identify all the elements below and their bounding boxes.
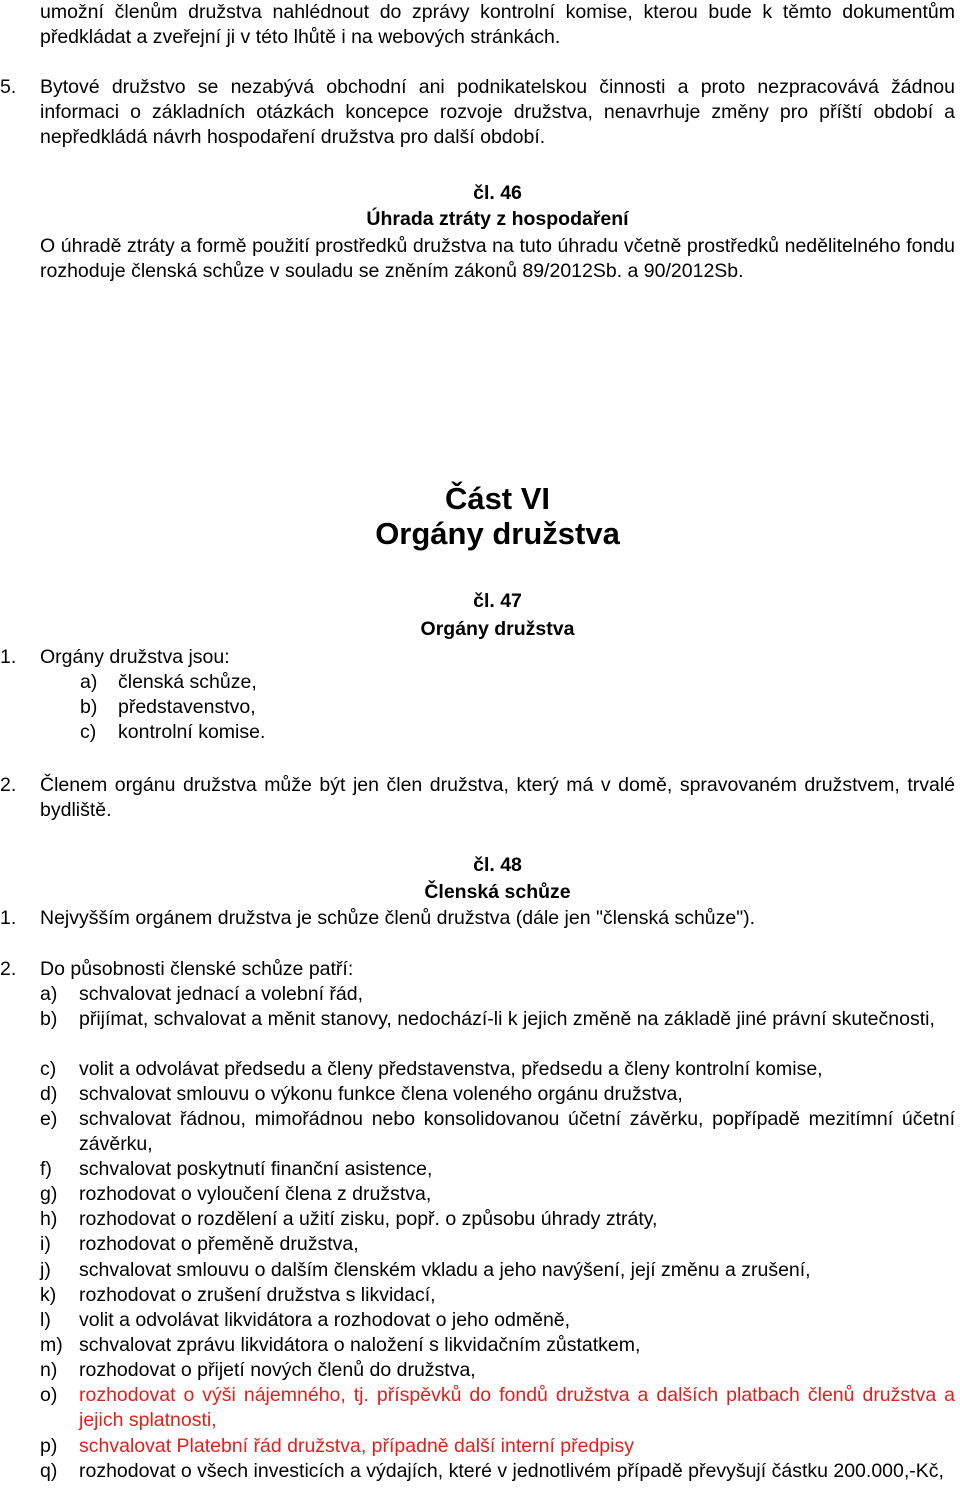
list-item <box>40 1082 955 1107</box>
organ-item <box>80 720 265 745</box>
article-47-paragraph-2 <box>0 773 955 823</box>
item-text: volit a odvolávat předsedu a členy představenstva, předsedu a členy kontrolní komise, <box>79 1058 823 1080</box>
item-letter: h) <box>40 1208 58 1230</box>
paragraph-number: 2. <box>0 958 17 980</box>
item-text-highlighted: rozhodovat o výši nájemného, tj. příspěvků do fondů družstva a dalších platbach členů družstva a jejich splatnosti, <box>79 1384 955 1431</box>
point-5 <box>0 75 955 150</box>
article-46-title: Úhrada ztráty z hospodaření <box>366 208 629 230</box>
item-text: rozhodovat o zrušení družstva s likvidací, <box>79 1284 436 1306</box>
item-text: kontrolní komise. <box>118 721 266 743</box>
item-letter: l) <box>40 1309 51 1331</box>
item-text: rozhodovat o přeměně družstva, <box>79 1233 359 1255</box>
list-item <box>40 1232 955 1257</box>
article-48-title: Členská schůze <box>424 881 571 903</box>
item-text: rozhodovat o rozdělení a užití zisku, popř. o způsobu úhrady ztráty, <box>79 1208 658 1230</box>
item-text: rozhodovat o vyloučení člena z družstva, <box>79 1183 432 1205</box>
part-subtitle: Orgány družstva <box>375 516 620 551</box>
list-item <box>40 1459 955 1484</box>
paragraph-text: Orgány družstva jsou: <box>40 646 230 668</box>
organ-item <box>80 670 257 695</box>
paragraph-number: 1. <box>0 646 17 668</box>
article-46-text: O úhradě ztráty a formě použití prostředků družstva na tuto úhradu včetně prostředků nedělitelného fondu rozhoduje členská schůze v souladu se zněním zákonů 89/2012Sb. a 90/2012Sb. <box>40 235 955 282</box>
list-item <box>40 1308 955 1333</box>
item-letter: n) <box>40 1359 58 1381</box>
item-text-highlighted: schvalovat Platební řád družstva, případně další interní předpisy <box>79 1435 634 1457</box>
item-letter: j) <box>40 1259 51 1281</box>
item-letter: d) <box>40 1083 58 1105</box>
list-item <box>40 1383 955 1433</box>
article-48-paragraph-1 <box>0 906 955 931</box>
item-letter: g) <box>40 1183 58 1205</box>
list-item <box>40 1333 955 1358</box>
list-item <box>40 1283 955 1308</box>
item-text: rozhodovat o všech investicích a výdajích, které v jednotlivém případě převyšují částku 200.000,-Kč, <box>79 1460 944 1482</box>
item-letter: b) <box>40 1008 58 1030</box>
item-text: schvalovat poskytnutí finanční asistence, <box>79 1158 433 1180</box>
item-text: rozhodovat o přijetí nových členů do družstva, <box>79 1359 476 1381</box>
top-paragraph: umožní členům družstva nahlédnout do zprávy kontrolní komise, kterou bude k těmto dokumentům předkládat a zveřejní ji v této lhůtě i na webových stránkách. <box>40 1 955 48</box>
article-48-number: čl. 48 <box>473 854 522 876</box>
item-text: volit a odvolávat likvidátora a rozhodovat o jeho odměně, <box>79 1309 571 1331</box>
item-letter: p) <box>40 1435 58 1457</box>
organ-item <box>80 695 256 720</box>
list-item <box>40 1182 955 1207</box>
paragraph-text: Do působnosti členské schůze patří: <box>40 958 354 980</box>
list-item <box>40 982 955 1007</box>
paragraph-text: Nejvyšším orgánem družstva je schůze členů družstva (dále jen "členská schůze"). <box>40 907 756 929</box>
item-letter: q) <box>40 1460 58 1482</box>
item-letter: c) <box>80 721 97 743</box>
list-item <box>40 1107 955 1157</box>
paragraph-text: Členem orgánu družstva může být jen člen družstva, který má v domě, spravovaném družstvem, trvalé bydliště. <box>40 774 955 821</box>
item-text: schvalovat jednací a volební řád, <box>79 983 364 1005</box>
part-title: Část VI <box>444 481 551 516</box>
item-letter: b) <box>80 696 98 718</box>
list-item <box>40 1057 955 1082</box>
item-letter: a) <box>40 983 58 1005</box>
item-text: schvalovat smlouvu o výkonu funkce člena voleného orgánu družstva, <box>79 1083 683 1105</box>
item-letter: i) <box>40 1233 51 1255</box>
item-letter: e) <box>40 1108 58 1130</box>
list-item <box>40 1434 955 1459</box>
paragraph-number: 1. <box>0 907 17 929</box>
item-text: schvalovat smlouvu o dalším členském vkladu a jeho navýšení, její změnu a zrušení, <box>79 1259 811 1281</box>
list-item <box>40 1157 955 1182</box>
item-letter: o) <box>40 1384 58 1406</box>
item-letter: a) <box>80 671 98 693</box>
paragraph-number: 2. <box>0 774 17 796</box>
list-item <box>40 1207 955 1232</box>
article-47-paragraph-1 <box>0 645 955 670</box>
article-47-title: Orgány družstva <box>420 618 575 640</box>
item-text: schvalovat zprávu likvidátora o naložení s likvidačním zůstatkem, <box>79 1334 641 1356</box>
item-text: schvalovat řádnou, mimořádnou nebo konsolidovanou účetní závěrku, popřípadě mezitímní účetní závěrku, <box>79 1108 955 1155</box>
item-text: představenstvo, <box>118 696 256 718</box>
article-47-number: čl. 47 <box>473 590 522 612</box>
item-letter: f) <box>40 1158 52 1180</box>
list-item <box>40 1007 955 1032</box>
item-text: přijímat, schvalovat a měnit stanovy, nedochází-li k jejich změně na základě jiné právní skutečnosti, <box>79 1008 935 1030</box>
list-item <box>40 1358 955 1383</box>
item-letter: m) <box>40 1334 63 1356</box>
article-48-paragraph-2 <box>0 957 955 982</box>
item-text: členská schůze, <box>118 671 257 693</box>
point-5-number: 5. <box>0 76 17 98</box>
article-46-number: čl. 46 <box>473 182 522 204</box>
item-letter: k) <box>40 1284 57 1306</box>
item-letter: c) <box>40 1058 57 1080</box>
list-item <box>40 1258 955 1283</box>
point-5-text: Bytové družstvo se nezabývá obchodní ani podnikatelskou činnosti a proto nezpracovává žádnou informaci o základních otázkách koncepce rozvoje družstva, nenavrhuje změny pro příští období a nepředkládá návrh hospodaření družstva pro další období. <box>40 76 955 148</box>
